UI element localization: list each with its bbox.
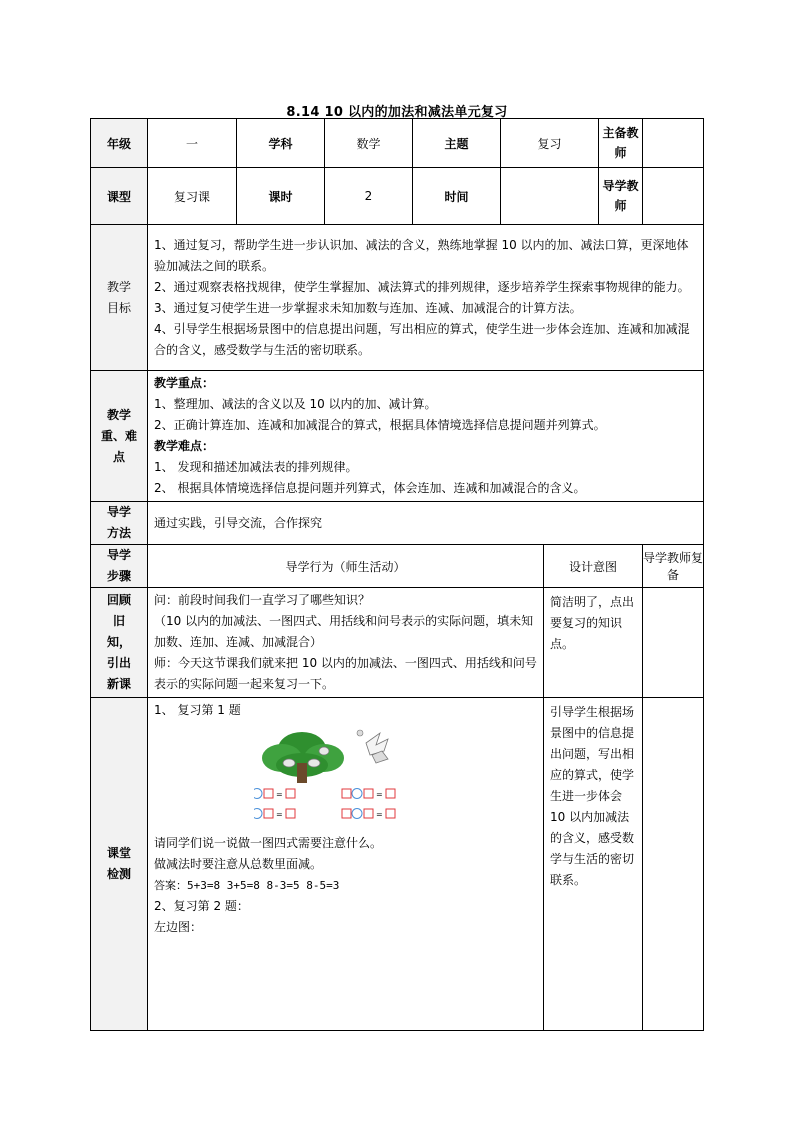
method-row — [91, 502, 704, 545]
steps-header-row — [91, 545, 704, 588]
check-row — [91, 698, 704, 1031]
review-line: （10 以内的加减法、一图四式、用括线和问号表示的实际问题，填未知加数、连加、连减、加减混合） — [154, 614, 534, 649]
eq-sign: = — [276, 790, 283, 799]
review-notes — [643, 588, 704, 698]
keypoints-label: 教学重、难点 — [91, 371, 148, 502]
check-line: 做减法时要注意从总数里面减。 — [154, 857, 323, 871]
topic-label: 主题 — [413, 119, 501, 168]
lesson-plan-table — [90, 118, 704, 1031]
left-picture-label: 左边图： — [154, 920, 203, 934]
subject-value: 数学 — [325, 119, 413, 168]
goal-item: 3、通过复习使学生进一步掌握求未知加数与连加、连减、加减混合的计算方法。 — [154, 300, 582, 315]
answer-line: 答案：5+3=8 3+5=8 8-3=5 8-5=3 — [154, 879, 340, 892]
eq-sign: = — [276, 810, 283, 819]
review-line: 问：前段时间我们一直学习了哪些知识？ — [154, 593, 371, 607]
time-value — [501, 168, 599, 225]
review-header: 导学教师复备 — [643, 545, 704, 588]
activity-header: 导学行为（师生活动） — [148, 545, 544, 588]
period-label: 课时 — [237, 168, 325, 225]
time-label: 时间 — [413, 168, 501, 225]
topic-value: 复习 — [501, 119, 599, 168]
method-value: 通过实践，引导交流，合作探究 — [148, 502, 704, 545]
difficult-item: 1、 发现和描述加减法表的排列规律。 — [154, 460, 358, 474]
focus-item: 1、整理加、减法的含义以及 10 以内的加、减计算。 — [154, 397, 437, 411]
intent-header: 设计意图 — [544, 545, 643, 588]
q2-title: 2、复习第 2 题： — [154, 899, 249, 913]
type-value: 复习课 — [148, 168, 237, 225]
q1-title: 1、 复习第 1 题 — [154, 703, 241, 717]
guide-teacher-label: 导学教师 — [599, 168, 643, 225]
goal-item: 1、通过复习，帮助学生进一步认识加、减法的含义，熟练地掌握 10 以内的加、减法口算，更深地体验加减法之间的联系。 — [154, 237, 689, 273]
check-label: 课堂检测 — [91, 698, 148, 1031]
method-label: 导学方法 — [91, 502, 148, 545]
goal-item: 4、引导学生根据场景图中的信息提出问题，写出相应的算式，使学生进一步体会连加、连减和加减混合的含义，感受数学与生活的密切联系。 — [154, 321, 690, 357]
review-content — [148, 588, 544, 698]
difficult-item: 2、 根据具体情境选择信息提问题并列算式，体会连加、连减和加减混合的含义。 — [154, 481, 586, 495]
tree-animals-picture — [254, 725, 524, 831]
goals-row — [91, 225, 704, 371]
check-intent: 引导学生根据场景图中的信息提出问题，写出相应的算式，使学生进一步体会 10 以内加减法的含义，感受数学与生活的密切联系。 — [544, 698, 643, 1031]
scene-illustration — [254, 725, 524, 831]
difficult-title: 教学难点： — [154, 439, 215, 453]
focus-title: 教学重点： — [154, 376, 215, 390]
subject-label: 学科 — [237, 119, 325, 168]
steps-label: 导学步骤 — [91, 545, 148, 588]
check-notes — [643, 698, 704, 1031]
grade-value: 一 — [148, 119, 237, 168]
teacher-value — [643, 119, 704, 168]
review-label: 回顾旧知，引出新课 — [91, 588, 148, 698]
eq-sign: = — [376, 810, 383, 819]
focus-item: 2、正确计算连加、连减和加减混合的算式，根据具体情境选择信息提问题并列算式。 — [154, 418, 606, 432]
review-row — [91, 588, 704, 698]
period-value: 2 — [325, 168, 413, 225]
info-row-2 — [91, 168, 704, 225]
type-label: 课型 — [91, 168, 148, 225]
goals-label: 教学目标 — [91, 225, 148, 371]
goal-item: 2、通过观察表格找规律，使学生掌握加、减法算式的排列规律，逐步培养学生探索事物规律的能力。 — [154, 279, 690, 294]
keypoints-row — [91, 371, 704, 502]
info-row-1 — [91, 119, 704, 168]
keypoints-content — [148, 371, 704, 502]
review-intent: 简洁明了，点出要复习的知识点。 — [544, 588, 643, 698]
guide-teacher-value — [643, 168, 704, 225]
grade-label: 年级 — [91, 119, 148, 168]
teacher-label: 主备教师 — [599, 119, 643, 168]
page-title: 8.14 10 以内的加法和减法单元复习 — [286, 105, 508, 120]
check-content — [148, 698, 544, 1031]
goals-content — [148, 225, 704, 371]
check-line: 请同学们说一说做一图四式需要注意什么。 — [154, 836, 383, 850]
review-line: 师：今天这节课我们就来把 10 以内的加减法、一图四式、用括线和问号表示的实际问题一起来复习一下。 — [154, 656, 537, 691]
eq-sign: = — [376, 790, 383, 799]
